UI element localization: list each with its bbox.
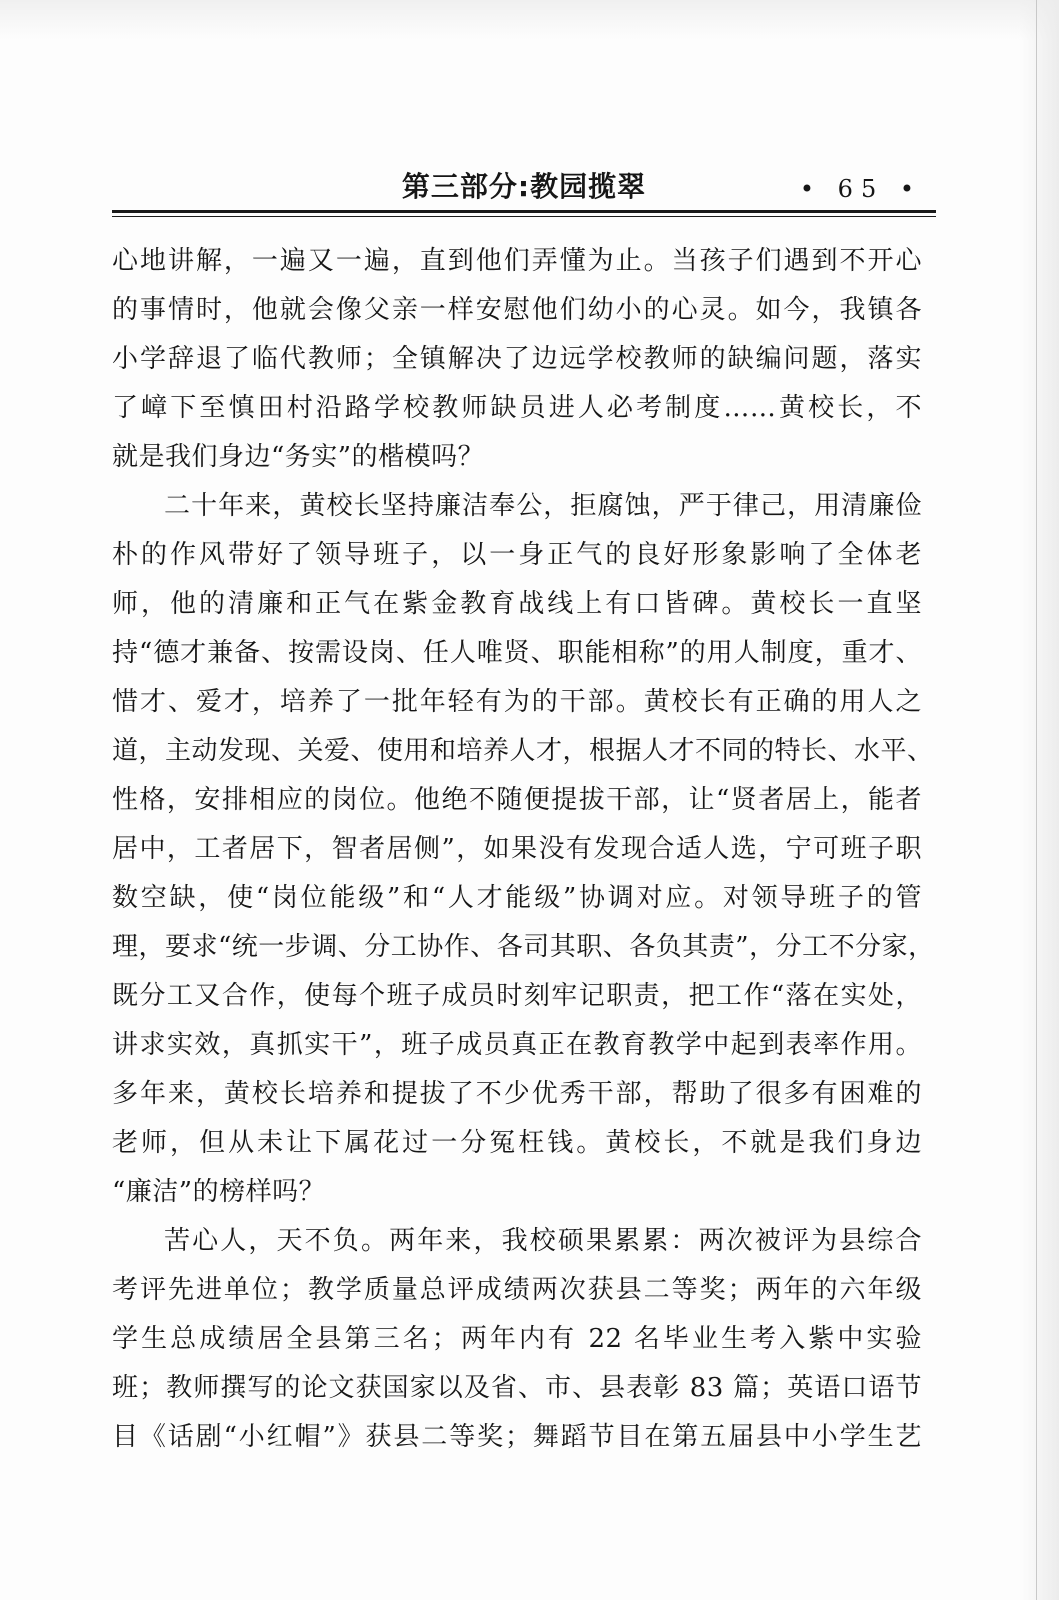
- text-line: 数空缺，使“岗位能级”和“人才能级”协调对应。对领导班子的管: [112, 883, 922, 913]
- text-line: 师，他的清廉和正气在紫金教育战线上有口皆碑。黄校长一直坚: [112, 589, 922, 619]
- text-line: 班；教师撰写的论文获国家以及省、市、县表彰 83 篇；英语口语节: [112, 1373, 922, 1403]
- text-line: 老师，但从未让下属花过一分冤枉钱。黄校长，不就是我们身边: [112, 1128, 922, 1158]
- header-rule-thick: [112, 210, 936, 213]
- text-line: 考评先进单位；教学质量总评成绩两次获县二等奖；两年的六年级: [112, 1275, 922, 1305]
- text-line: 学生总成绩居全县第三名；两年内有 22 名毕业生考入紫中实验: [112, 1324, 922, 1354]
- text-line: 就是我们身边“务实”的楷模吗？: [112, 442, 485, 472]
- text-line: 苦心人，天不负。两年来，我校硕果累累：两次被评为县综合: [164, 1226, 922, 1256]
- text-line: 多年来，黄校长培养和提拔了不少优秀干部，帮助了很多有困难的: [112, 1079, 922, 1109]
- scan-shadow-right: [1019, 0, 1059, 1600]
- text-line: 的事情时，他就会像父亲一样安慰他们幼小的心灵。如今，我镇各: [112, 295, 922, 325]
- text-line: “廉洁”的榜样吗？: [112, 1177, 326, 1207]
- text-line: 既分工又合作，使每个班子成员时刻牢记职责，把工作“落在实处，: [112, 981, 922, 1011]
- text-line: 二十年来，黄校长坚持廉洁奉公，拒腐蚀，严于律己，用清廉俭: [164, 491, 922, 521]
- text-line: 讲求实效，真抓实干”，班子成员真正在教育教学中起到表率作用。: [112, 1030, 922, 1060]
- header-rule-thin: [112, 216, 936, 217]
- text-line: 持“德才兼备、按需设岗、任人唯贤、职能相称”的用人制度，重才、: [112, 638, 922, 668]
- text-line: 小学辞退了临代教师；全镇解决了边远学校教师的缺编问题，落实: [112, 344, 922, 374]
- text-line: 朴的作风带好了领导班子，以一身正气的良好形象影响了全体老: [112, 540, 922, 570]
- text-line: 了嶂下至慎田村沿路学校教师缺员进人必考制度……黄校长，不: [112, 393, 922, 423]
- text-line: 惜才、爱才，培养了一批年轻有为的干部。黄校长有正确的用人之: [112, 687, 922, 717]
- text-line: 性格，安排相应的岗位。他绝不随便提拔干部，让“贤者居上，能者: [112, 785, 922, 815]
- text-line: 道，主动发现、关爱、使用和培养人才，根据人才不同的特长、水平、: [112, 736, 934, 766]
- section-title: 第三部分:教园揽翠: [401, 170, 647, 203]
- scan-shadow-top: [0, 0, 1059, 40]
- text-line: 目《话剧“小红帽”》获县二等奖；舞蹈节目在第五届县中小学生艺: [112, 1422, 922, 1452]
- text-line: 理，要求“统一步调、分工协作、各司其职、各负其责”，分工不分家，: [112, 932, 935, 962]
- text-line: 心地讲解，一遍又一遍，直到他们弄懂为止。当孩子们遇到不开心: [112, 246, 922, 276]
- page-number: • 65 •: [799, 175, 922, 203]
- text-line: 居中，工者居下，智者居侧”，如果没有发现合适人选，宁可班子职: [112, 834, 922, 864]
- running-header: [112, 164, 936, 210]
- body-text: [112, 237, 935, 1462]
